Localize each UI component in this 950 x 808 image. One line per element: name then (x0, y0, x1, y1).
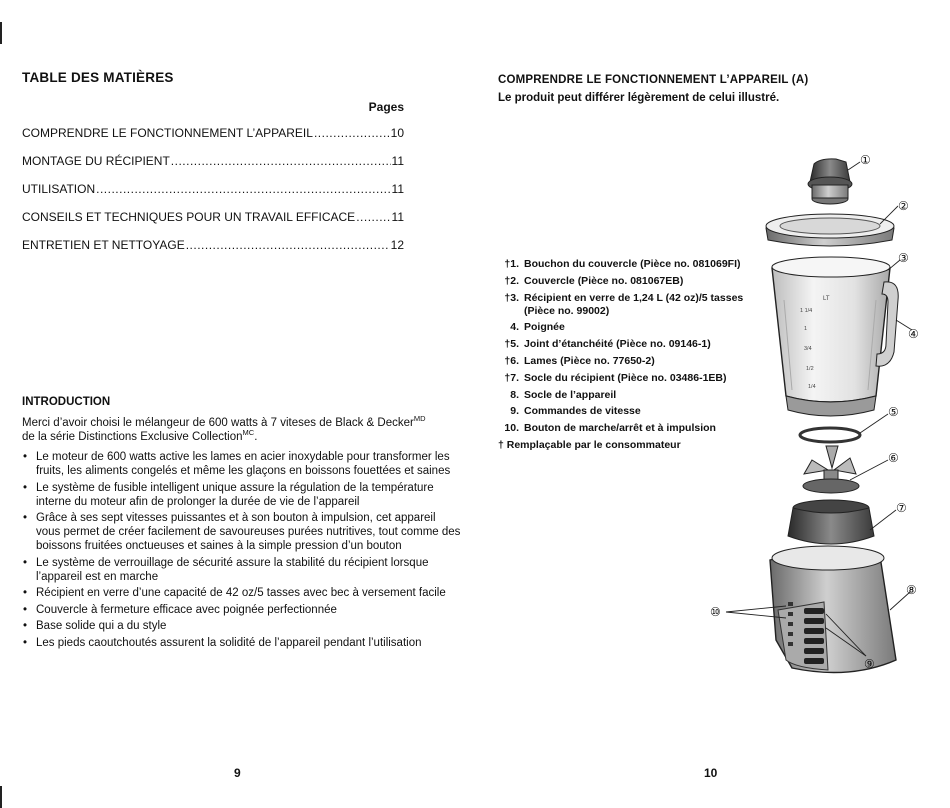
part-number: 10. (504, 422, 519, 435)
feature-item: • Le moteur de 600 watts active les lames en acier inoxydable pour transformer les fruits, les aliments congelés et même les glaçons en boissons fouettées et saines (22, 450, 462, 478)
callout-2: ② (898, 199, 909, 213)
callout-7: ⑦ (896, 501, 907, 515)
table-of-contents (22, 126, 404, 266)
toc-entry-page: 11 (391, 182, 404, 196)
glass-jar-part (772, 257, 890, 416)
part-number: †5. (504, 338, 519, 351)
toc-entry-page: 10 (390, 126, 404, 140)
toc-leader-dots (171, 154, 391, 168)
feature-item: • Grâce à ses sept vitesses puissantes et à son bouton à impulsion, cet appareil vous permet de créer facilement de savoureuses purées nutritives, tout comme des boissons fruitées onctueuses et saines à la simple pression d’un bouton (22, 511, 462, 553)
replaceable-footnote: † Remplaçable par le consommateur (498, 438, 681, 451)
jar-base-part (788, 500, 874, 544)
trademark-md: MD (413, 414, 426, 424)
toc-entry-title: ENTRETIEN ET NETTOYAGE (22, 238, 185, 252)
feature-item: • Le système de fusible intelligent unique assure la régulation de la température interne du moteur afin de prolonger la durée de vie de l’appareil (22, 481, 462, 509)
feature-item: • Le système de verrouillage de sécurité assure la stabilité du récipient lorsque l’appareil est en marche (22, 556, 462, 584)
toc-entry[interactable] (22, 238, 404, 266)
jar-marking: 1 1/4 (800, 308, 813, 314)
feature-item: • Couvercle à fermeture efficace avec poignée perfectionnée (22, 603, 462, 617)
blade-assembly-part (803, 446, 859, 493)
intro-end: . (254, 431, 258, 443)
toc-entry[interactable] (22, 210, 404, 238)
intro-mid: de la série Distinctions Exclusive Collection (22, 431, 243, 443)
toc-entry[interactable] (22, 154, 404, 182)
toc-entry[interactable] (22, 126, 404, 154)
toc-leader-dots (96, 182, 390, 196)
toc-entry-page: 12 (390, 238, 404, 252)
part-label: Récipient en verre de 1,24 L (42 oz)/5 tasses (Pièce no. 99002) (524, 291, 744, 317)
sealing-ring-part (800, 428, 860, 442)
callout-9: ⑨ (864, 657, 875, 671)
callout-1: ① (860, 153, 871, 167)
lid-part (766, 214, 894, 246)
trademark-mc: MC (242, 428, 255, 438)
toc-entry-page: 11 (391, 210, 404, 224)
toc-entry-title: COMPRENDRE LE FONCTIONNEMENT L’APPAREIL (22, 126, 313, 140)
motor-base-part (770, 546, 896, 673)
intro-paragraph (22, 416, 442, 444)
page-number-right: 10 (704, 766, 718, 780)
toc-entry-title: CONSEILS ET TECHNIQUES POUR UN TRAVAIL EFFICACE (22, 210, 356, 224)
toc-leader-dots (314, 126, 390, 140)
part-number: †6. (504, 354, 519, 367)
jar-marking: 1/4 (808, 384, 816, 390)
part-label: Bouton de marche/arrêt et à impulsion (524, 422, 716, 435)
part-label: Socle du récipient (Pièce no. 03486-1EB) (524, 371, 727, 384)
lid-cap-part (808, 159, 852, 204)
part-label: Socle de l’appareil (524, 388, 617, 401)
intro-lead: Merci d’avoir choisi le mélangeur de 600 watts à 7 viteses de Black & Decker (22, 417, 414, 429)
part-number: †2. (504, 274, 519, 287)
intro-heading: INTRODUCTION (22, 396, 111, 408)
feature-item: • Récipient en verre d’une capacité de 42 oz/5 tasses avec bec à versement facile (22, 586, 462, 600)
callout-10: ⑩ (710, 605, 721, 619)
callout-3: ③ (898, 251, 909, 265)
toc-entry-title: UTILISATION (22, 182, 96, 196)
toc-entry-title: MONTAGE DU RÉCIPIENT (22, 154, 170, 168)
jar-marking: LT (823, 296, 830, 302)
crop-mark-bottom-left (0, 786, 2, 808)
callout-4: ④ (908, 327, 919, 341)
jar-marking: 1/2 (806, 366, 814, 372)
part-number: †3. (504, 291, 519, 304)
part-label: Lames (Pièce no. 77650-2) (524, 354, 655, 367)
blender-exploded-diagram (700, 140, 920, 680)
part-label: Poignée (524, 321, 565, 334)
section-subtitle: Le produit peut différer légèrement de celui illustré. (498, 92, 780, 104)
part-label: Couvercle (Pièce no. 081067EB) (524, 274, 684, 287)
toc-entry[interactable] (22, 182, 404, 210)
crop-mark-top-left (0, 22, 2, 44)
part-label: Joint d’étanchéité (Pièce no. 09146-1) (524, 338, 711, 351)
section-title: COMPRENDRE LE FONCTIONNEMENT L’APPAREIL (A) (498, 74, 809, 86)
feature-item: • Base solide qui a du style (22, 619, 462, 633)
feature-list (22, 450, 462, 652)
part-number: 8. (510, 388, 519, 401)
toc-title: TABLE DES MATIÈRES (22, 70, 174, 85)
part-number: †7. (504, 371, 519, 384)
part-number: 9. (510, 405, 519, 418)
part-number: 4. (510, 321, 519, 334)
callout-6: ⑥ (888, 451, 899, 465)
pages-label: Pages (368, 100, 404, 114)
feature-item: • Les pieds caoutchoutés assurent la solidité de l’appareil pendant l’utilisation (22, 636, 462, 650)
callout-8: ⑧ (906, 583, 917, 597)
part-number: †1. (504, 258, 519, 270)
page-number-left: 9 (234, 766, 241, 780)
jar-marking: 3/4 (804, 346, 812, 352)
toc-entry-page: 11 (391, 154, 404, 168)
jar-marking: 1 (804, 326, 808, 332)
part-label: Bouchon du couvercle (Pièce no. 081069FI) (524, 258, 741, 270)
toc-leader-dots (356, 210, 390, 224)
toc-leader-dots (186, 238, 390, 252)
callout-5: ⑤ (888, 405, 899, 419)
part-label: Commandes de vitesse (524, 405, 641, 418)
